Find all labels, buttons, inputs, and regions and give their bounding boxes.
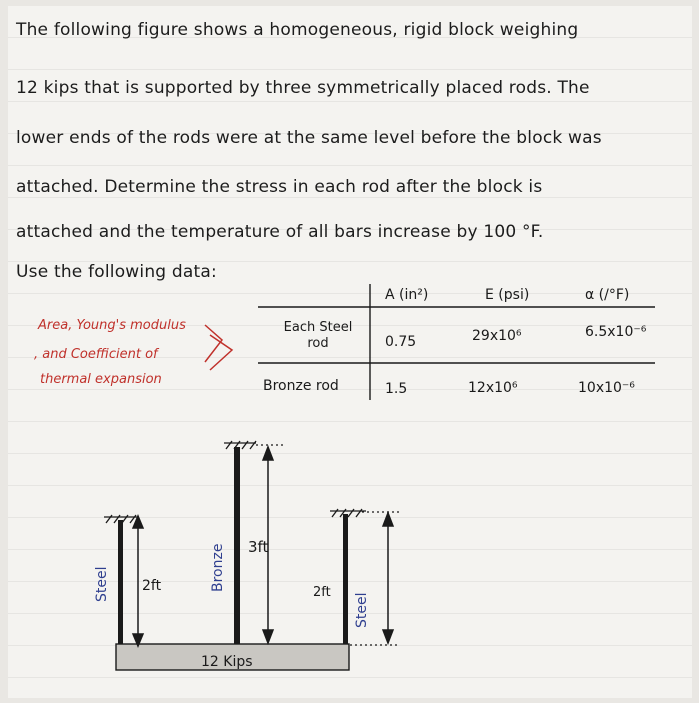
side-note-line-2: , and Coefficient of bbox=[34, 347, 158, 362]
problem-line-1: The following figure shows a homogeneous, rigid block weighing bbox=[16, 20, 579, 40]
cell-bronze-modulus: 12x10⁶ bbox=[468, 380, 518, 396]
label-left-length: 2ft bbox=[142, 578, 162, 594]
row-label-bronze: Bronze rod bbox=[263, 378, 339, 394]
cell-steel-area: 0.75 bbox=[385, 334, 417, 350]
side-note-line-3: thermal expansion bbox=[40, 372, 162, 387]
problem-line-5: attached and the temperature of all bars increase by 100 °F. bbox=[16, 222, 544, 242]
label-bronze: Bronze bbox=[210, 543, 226, 592]
problem-line-4: attached. Determine the stress in each rod after the block is bbox=[16, 177, 543, 197]
cell-bronze-area: 1.5 bbox=[385, 381, 408, 397]
cell-bronze-alpha: 10x10⁻⁶ bbox=[578, 380, 635, 396]
side-note-line-1: Area, Young's modulus bbox=[38, 318, 186, 333]
problem-line-2: 12 kips that is supported by three symmetrically placed rods. The bbox=[16, 78, 590, 98]
label-left-steel: Steel bbox=[94, 566, 110, 602]
col-header-area: A (in²) bbox=[385, 287, 429, 303]
col-header-modulus: E (psi) bbox=[485, 287, 530, 303]
problem-line-3: lower ends of the rods were at the same level before the block was bbox=[16, 128, 602, 148]
label-block-weight: 12 Kips bbox=[201, 654, 253, 670]
row-label-steel: Each Steel rod bbox=[283, 320, 353, 351]
label-middle-length: 3ft bbox=[248, 538, 269, 556]
cell-steel-alpha: 6.5x10⁻⁶ bbox=[585, 324, 647, 340]
label-right-steel: Steel bbox=[354, 592, 370, 628]
problem-line-6: Use the following data: bbox=[16, 262, 217, 282]
label-right-length: 2ft bbox=[313, 585, 331, 600]
col-header-alpha: α (/°F) bbox=[585, 287, 630, 303]
cell-steel-modulus: 29x10⁶ bbox=[472, 328, 522, 344]
